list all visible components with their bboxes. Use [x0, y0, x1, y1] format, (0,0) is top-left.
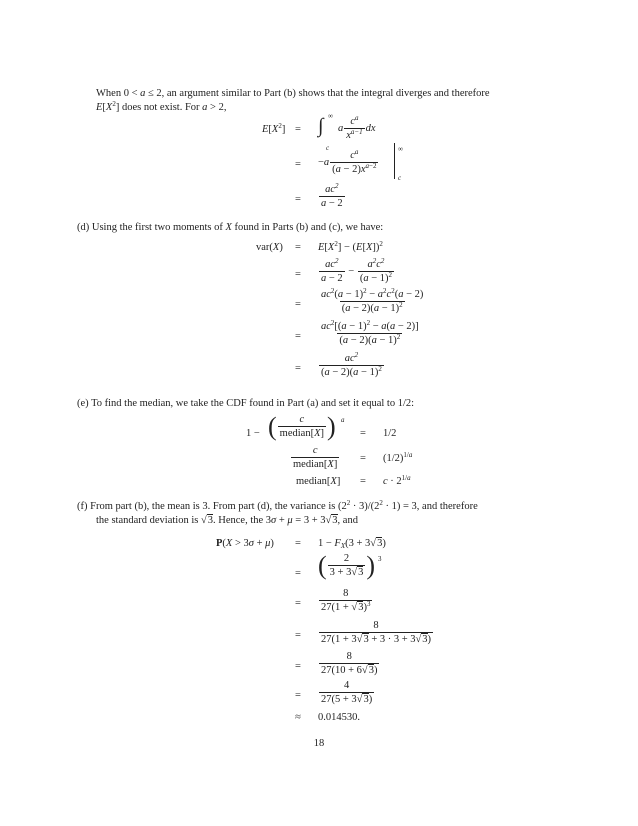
intro-line-2: $E[X^2]$ does not exist. For a > 2, — [96, 100, 227, 113]
part-f-line-1: (f) From part (b), the mean is 3. From part (d), the variance is $(2^2 \cdot 3)/(2^2 \cdot 1) = 3$, and therefore — [77, 499, 478, 512]
document-page: When 0 < a ≤ 2, an argument similar to Part (b) shows that the integral diverges and therefore $E[X^2]$ does not exist. For a > 2, $E[X^2]$ = ∫ ∞ c a $\frac{c^a}{x^{a-1}}$ dx = −a $\frac{c^a}{(a - 2)x^{a-2}}$ ∞ c = $\frac{ac^2}{a - 2}$ (d) Using the first two moments of X found in Parts (b) and (c), we have: var(X) = $E[X^2] - (E[X])^2$ = $\frac{ac^2}{a - 2}$ − $\frac{a^2c^2}{(a - 1)^2}$ = $\frac{ac^2(a - 1)^2 - a^2c^2(a - 2)}{(a - 2)(a - 1)^2}$ = $\frac{ac^2[(a - 1)^2 - a(a - 2)]}{(a - 2)(a - 1)^2}$ = $\frac{ac^2}{(a - 2)(a - 1)^2}$ (e) To find the median, we take the CDF found in Part (a) and set it equal to 1/2: 1 − ( $\frac{c}{\text{median[X]}}$ ) a = 1/2 $\frac{c}{\text{median[X]}}$ = $(1/2)^{1/a}$ median[X] = $c \cdot 2^{1/a}$ (f) From part (b), the mean is 3. From part (d), the variance is $(2^2 \cdot 3)/(2^2 \cdot 1) = 3$, and therefore the standard deviation is √3. Hence, the 3σ + μ = 3 + 3√3, and P(X > 3σ + μ) = $1 - F_X(3 + 3√3)$ = ( $\frac{2}{3 + 3√3}$ ) 3 = $\frac{8}{27(1 + √3)^3}$ = $\frac{8}{27(1 + 3√3 + 3 \cdot 3 + 3√3)}$ = $\frac{8}{27(10 + 6√3)}$ = $\frac{4}{27(5 + 3√3)}$ ≈ 0.014530. 18 — [0, 0, 638, 826]
part-e-text: (e) To find the median, we take the CDF found in Part (a) and set it equal to 1/2: — [77, 398, 415, 409]
part-f-line-2: the standard deviation is √3. Hence, the 3σ + μ = 3 + 3√3, and — [96, 515, 358, 526]
page-number: 18 — [313, 738, 325, 749]
intro-line-1: When 0 < a ≤ 2, an argument similar to Part (b) shows that the integral diverges and therefore — [96, 88, 490, 99]
part-d-text: (d) Using the first two moments of X found in Parts (b) and (c), we have: — [77, 222, 384, 233]
